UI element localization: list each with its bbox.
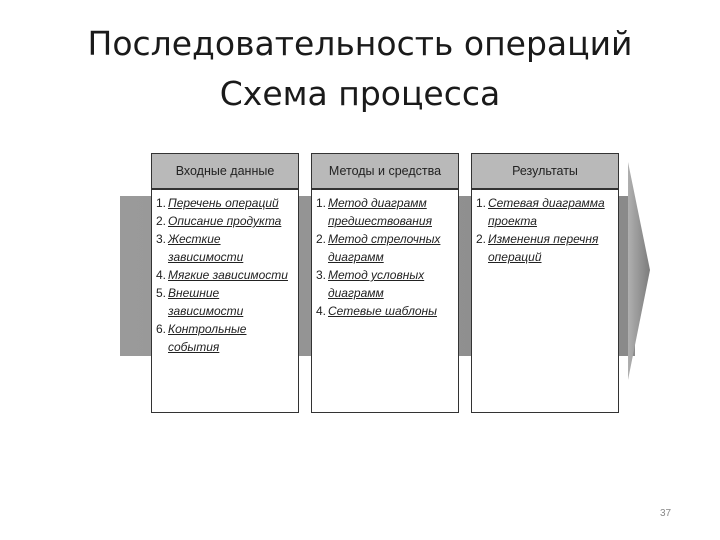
column-header: Входные данные: [152, 154, 298, 190]
slide-title-line2: Схема процесса: [219, 74, 501, 113]
item-number: 4.: [316, 304, 327, 318]
list-item: [476, 230, 614, 266]
list-item: [316, 230, 454, 266]
item-text: Описание продукта: [168, 214, 282, 228]
item-text: Перечень операций: [168, 196, 279, 210]
item-text: Внешние зависимости: [168, 286, 244, 318]
item-list: [472, 190, 618, 266]
column-methods: [311, 153, 459, 413]
list-item: [316, 266, 454, 302]
column-inputs: [151, 153, 299, 413]
item-number: 1.: [476, 196, 487, 210]
column-results: [471, 153, 619, 413]
item-number: 1.: [316, 196, 327, 210]
item-list: [312, 190, 458, 320]
list-item: [156, 230, 294, 266]
item-text: Контрольные события: [168, 322, 247, 354]
item-text: Сетевые шаблоны: [328, 304, 437, 318]
item-text: Жесткие зависимости: [168, 232, 244, 264]
list-item: [156, 284, 294, 320]
list-item: [156, 266, 294, 284]
item-number: 2.: [316, 232, 327, 246]
item-text: Метод диаграмм предшествования: [328, 196, 432, 228]
item-number: 3.: [156, 232, 167, 246]
item-number: 6.: [156, 322, 167, 336]
list-item: [316, 194, 454, 230]
arrow-head: [628, 162, 650, 380]
item-number: 2.: [476, 232, 487, 246]
list-item: [316, 302, 454, 320]
item-number: 2.: [156, 214, 167, 228]
list-item: [156, 194, 294, 212]
item-text: Сетевая диаграмма проекта: [488, 196, 605, 228]
item-number: 1.: [156, 196, 167, 210]
item-text: Мягкие зависимости: [168, 268, 288, 282]
list-item: [476, 194, 614, 230]
list-item: [156, 212, 294, 230]
item-text: Метод условных диаграмм: [328, 268, 425, 300]
list-item: [156, 320, 294, 356]
item-list: [152, 190, 298, 356]
item-number: 5.: [156, 286, 167, 300]
column-header: Методы и средства: [312, 154, 458, 190]
item-number: 4.: [156, 268, 167, 282]
item-text: Изменения перечня операций: [488, 232, 599, 264]
page-number: 37: [660, 508, 672, 519]
item-number: 3.: [316, 268, 327, 282]
slide-title-line1: Последовательность операций: [87, 24, 633, 63]
item-text: Метод стрелочных диаграмм: [328, 232, 441, 264]
column-header: Результаты: [472, 154, 618, 190]
